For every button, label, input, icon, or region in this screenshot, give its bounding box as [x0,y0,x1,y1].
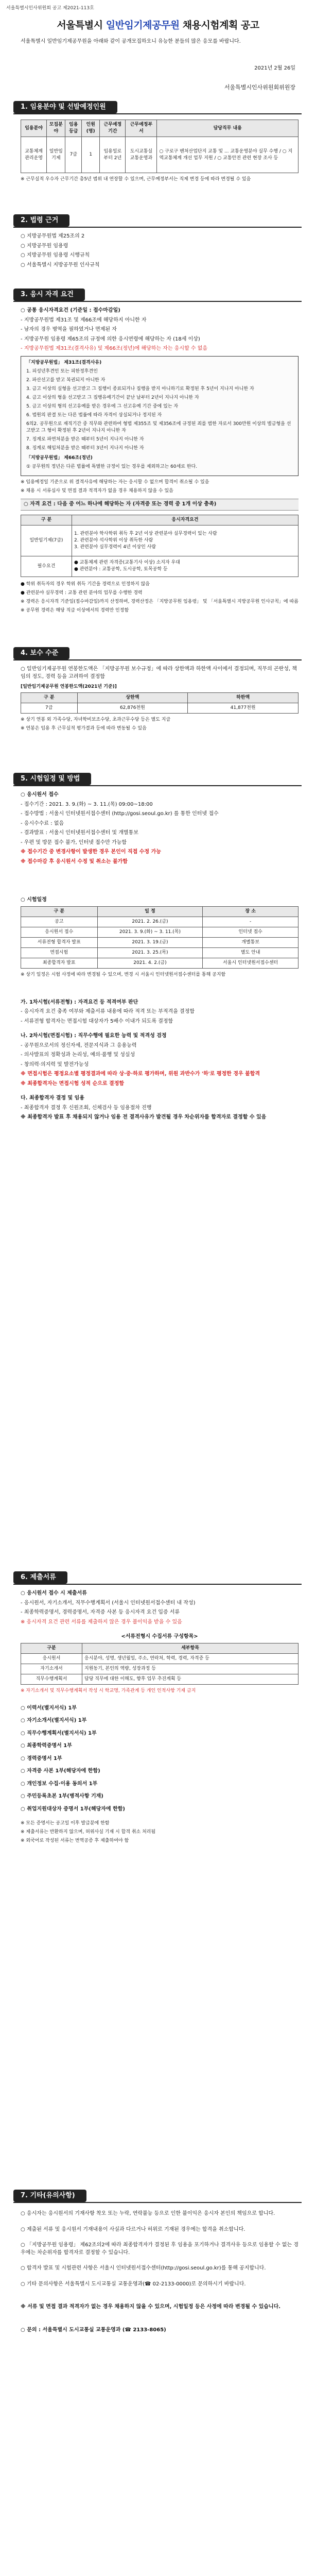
document-item: ○ 최종학력증명서 1부 [21,1743,72,1749]
title-suffix: 채용시험계획 공고 [179,20,259,31]
list-item: - 최종학력증명서, 경력증명서, 자격증 사본 등 응시자격 요건 입증 서류 [21,1609,180,1615]
section-1-title: 1. 임용분야 및 선발예정인원 [13,101,117,114]
table-header: 상한액 [77,693,188,703]
table-header: 구분 [21,1643,82,1653]
note: ※ 채용 시 서류심사 및 면접 결과 적격자가 없을 경우 채용하지 않을 수 있음 [21,488,173,494]
list-item: - 의사발표의 정확성과 논리성, 예의·품행 및 성실성 [21,1052,135,1058]
list-item: - 응시원서, 자기소개서, 직무수행계획서 (서울시 인터넷원서접수센터 내 작성) [21,1600,196,1606]
table-header: 근무예정기간 [100,120,126,137]
box-title: 「지방공무원법」 제31조(결격사유) [26,360,102,365]
qualification-table [21,515,299,577]
step-title: 다. 최종합격자 결정 및 임용 [21,1095,84,1101]
red-note: - 지방공무원법 제31조(결격사유) 및 제66조(정년)에 해당하는 자는 응시할 수 없음 [21,346,208,351]
table-cell: 7급 [65,137,82,173]
collected-items-table [21,1643,299,1685]
list-item: - 응시자격 요건 충족 여부와 제출서류 내용에 따라 적격 또는 부적격을 결정함 [21,1009,195,1015]
notice-number: 서울특별시인사위원회 공고 제2021-113호 [6,6,94,11]
table-header: 세부항목 [82,1643,299,1653]
table-cell: 자기소개서 [21,1664,82,1674]
list-item: - 접수기간 : 2021. 3. 9.(화) ~ 3. 11.(목) 09:00~18:00 [21,801,153,807]
note: ※ 공무원 경력은 해당 직급 이상에서의 경력만 인정함 [21,607,129,613]
list-item: ○ 지방공무원 임용령 시행규칙 [21,252,90,258]
note: ※ 모든 증명서는 공고일 이후 발급분에 한함 [21,1821,110,1826]
document-item: ○ 자격증 사본 1부(해당자에 한함) [21,1768,100,1774]
red-note: ※ 응시자격 요건 관련 서류를 제출하지 않은 경우 불이익을 받을 수 있음 [21,1619,182,1625]
disqualification-box [21,356,299,477]
note: ※ 제출서류는 반환하지 않으며, 허위사실 기재 시 합격 취소 처리됨 [21,1829,156,1835]
note: ※ 외국어로 작성된 서류는 번역공증 후 제출하여야 함 [21,1838,129,1844]
document-item: ○ 취업지원대상자 증명서 1부(해당자에 한함) [21,1806,125,1812]
list-item: - 남자의 경우 병역을 필하였거나 면제된 자 [21,327,117,332]
table-caption: <서류전형시 수집서류 구성항목> [121,1634,198,1639]
table-header: 인원(명) [82,120,100,137]
table-cell: 62,876천원 [77,703,188,714]
table-header: 임용등급 [65,120,82,137]
qualification-block [21,307,299,616]
box-line: 4. 금고 이상의 형을 선고받고 그 집행유예기간이 끝난 날부터 2년이 지나지 아니한 자 [26,395,199,400]
box-line: 6. 법원의 판결 또는 다른 법률에 따라 자격이 상실되거나 정지된 자 [26,412,162,418]
table-header: 구 분 [21,515,72,525]
document-item: ○ 개인정보 수집·이용 동의서 1부 [21,1781,98,1787]
document-item: ○ 이력서(별지서식) 1부 [21,1705,77,1711]
section-7-title: 7. 기타(유의사항) [13,2190,86,2202]
table-cell: ○ 구로구 벤처산업단지 교통 및 ... 교통운영분야 실무 수행 / ○ 지역교통체계 개선 업무 지원 / ○ 교통안전 관련 현장 조사 등 [157,137,299,173]
documents-intro: ○ 응시원서 접수 시 제출서류 [21,1590,87,1596]
list-item: - 최종합격자 결정 후 신원조회, 신체검사 등 임용절차 진행 [21,1105,152,1111]
table-cell: 서울시 인터넷원서접수센터 [203,958,299,968]
table-cell: - [203,917,299,927]
table-header: 구 분 [21,906,98,917]
list-item: ○ 서울특별시 지방공무원 인사규칙 [21,262,100,268]
table-cell: 1. 관련분야 학사학위 취득 후 2년 이상 관련분야 실무경력이 있는 사람 2. 관련분야 석사학위 이상 취득한 사람 3. 관련분야 실무경력이 4년 이상인 사람 [72,525,299,556]
box-line: 8. 징계로 해임처분을 받은 때부터 3년이 지나지 아니한 자 [26,445,144,451]
red-note: ※ 최종합격자는 면접시험 성적 순으로 결정함 [21,1080,125,1087]
list-item: ○ 지방공무원법 제25조의 2 [21,233,85,239]
table-cell: 2021. 3. 9.(화) ~ 3. 11.(목) [97,927,203,937]
salary-line: ○ 일반임기제공무원 연봉한도액은 「지방공무원 보수규정」에 따라 상한액과 하한액 사이에서 결정되며, 직무의 곤란성, 책임의 정도, 경력 등을 고려하여 결정함 [21,666,297,680]
document-item: ○ 자기소개서(별지서식) 1부 [21,1718,87,1724]
notice-item: ○ 기타 문의사항은 서울특별시 도시교통실 교통운영과(☎ 02-2133-0000)로 문의하시기 바랍니다. [21,2281,246,2287]
note: ※ 상기 일정은 시험 사정에 따라 변경될 수 있으며, 변경 시 서울시 인터넷원서접수센터를 통해 공지함 [21,972,226,977]
note: ● 학위 취득자의 경우 학위 취득 기간을 경력으로 인정하지 않음 [21,581,150,587]
table-cell: 2021. 3. 25.(목) [97,947,203,958]
table-cell: 공고 [21,917,98,927]
document-title [0,19,316,33]
table-cell: 직무수행계획서 [21,1674,82,1684]
section-2-heading [13,214,69,227]
table-cell: 41,877천원 [188,703,299,714]
table-cell: 지원동기, 본인의 역량, 성장과정 등 [82,1664,299,1674]
notices-block [21,2210,299,2336]
table-cell: 담당 직무에 대한 이해도, 향후 업무 추진계획 등 [82,1674,299,1684]
title-prefix: 서울특별시 [57,20,106,31]
table-cell: 별도 안내 [203,947,299,958]
list-item: ○ 지방공무원 임용령 [21,243,68,249]
note: ※ 자기소개서 및 직무수행계획서 작성 시 학교명, 가족관계 등 개인 인적사항 기재 금지 [21,1688,196,1693]
section-2-title: 2. 법령 근거 [13,214,69,227]
box-line: 3. 금고 이상의 실형을 선고받고 그 집행이 종료되거나 집행을 받지 아니하기로 확정된 후 5년이 지나지 아니한 자 [26,386,254,392]
table-cell: 임용일로부터 2년 [100,137,126,173]
bold-note: ※ 최종합격자 발표 후 채용되지 않거나 임용 전 결격사유가 발견될 경우 차순위자를 합격자로 결정할 수 있음 [21,1114,267,1121]
list-item: - 지방공무원법 제31조 및 제66조에 해당하지 아니한 자 [21,317,147,323]
section-4-heading [13,647,69,659]
table-caption: [일반임기제공무원 연봉한도액(2021년 기준)] [21,684,117,689]
box-line: 7. 징계로 파면처분을 받은 때부터 5년이 지나지 아니한 자 [26,436,144,442]
table-cell: 서류전형 합격자 발표 [21,937,98,947]
table-cell: 교통체계관리운영 [21,137,47,173]
red-note: ※ 접수기간 중 변경사항이 발생한 경우 본인이 직접 수정 가능 [21,849,161,855]
table-cell: ● 교통체계 관련 자격증(교통기사 이상) 소지자 우대 ● 관련분야 : 교통공학, 도시공학, 토목공학 등 [72,556,299,577]
table-cell: 최종합격자 발표 [21,958,98,968]
list-item: - 창의력·의지력 및 발전가능성 [21,1061,89,1067]
document-item: ○ 직무수행계획서(별지서식) 1부 [21,1730,97,1736]
lead-paragraph: 서울특별시 일반임기제공무원을 아래와 같이 공개모집하오니 유능한 분들의 많은 응모를 바랍니다. [21,39,241,44]
box-line: 1. 피성년후견인 또는 피한정후견인 [26,368,98,374]
recruitment-table-block [21,120,299,185]
emphasis-bar: ○ 자격 요건 : 다음 중 어느 하나에 해당하는 자 (자격증 또는 경력 중 1개 이상 충족) [21,499,299,511]
legal-basis-list [21,233,299,271]
table-header: 임용분야 [21,120,47,137]
red-note: ※ 접수마감 후 응시원서 수정 및 취소는 불가함 [21,858,128,865]
table-header: 하한액 [188,693,299,703]
salary-block [21,666,299,734]
table-cell: 인터넷 접수 [203,927,299,937]
table-cell: 일반임기제(7급) [21,525,72,556]
list-item: - 지방공무원 임용령 제65조의 규정에 의한 응시연령에 해당하는 자 (18세 이상) [21,336,200,342]
section-6-heading [13,1571,67,1584]
qualification-intro: ○ 공통 응시자격요건 (기준일 : 접수마감일) [21,308,120,313]
title-highlight: 일반임기제공무원 [106,20,180,31]
table-header: 응시자격요건 [72,515,299,525]
table-cell: 개별통보 [203,937,299,947]
notice-item: ○ 제출된 서류 및 응시원서 기재내용이 사실과 다르거나 허위로 기재된 경우에는 합격을 취소합니다. [21,2226,245,2232]
table-note: ※ 근무실적 우수자 근무기간 총5년 범위 내 연장할 수 있으며, 근무예정부서는 직제 변경 등에 따라 변경될 수 있음 [21,177,251,182]
document-item: ○ 주민등록초본 1부(병적사항 기재) [21,1793,103,1800]
table-header: 일 정 [97,906,203,917]
box-line: 6의2. 공무원으로 재직기간 중 직무와 관련하여 형법 제355조 및 제356조에 규정된 죄를 범한 자로서 300만원 이상의 벌금형을 선고받고 그 형이 확정된 후 2년이 지나지 아니한 자 [26,421,291,433]
box-line: ① 공무원의 정년은 다른 법률에 특별한 규정이 있는 경우를 제외하고는 60세로 한다. [26,464,198,470]
table-header: 모집분야 [47,120,65,137]
section-7-heading [13,2190,86,2202]
notice-item: ○ 합격자 발표 및 시험관련 사항은 서울시 인터넷원서접수센터(http://gosi.seoul.go.kr)를 통해 공지합니다. [21,2265,266,2271]
note: ※ 임용예정일 기준으로 위 결격사유에 해당하는 자는 응시할 수 없으며 합격이 취소될 수 있음 [21,480,209,485]
notice-item: ○ 「지방공무원 임용령」 제62조의2에 따라 최종합격자가 결정된 후 임용을 포기하거나 결격사유 등으로 임용할 수 없는 경우에는 차순위자를 합격자로 결정할 수 있습니다. [21,2242,299,2256]
application-intro: ○ 응시원서 접수 [21,792,59,798]
note: ※ 경력은 응시자격 기준일(접수마감일)까지 산정하며, 경력산정은 「지방공무원 임용령」 및 「서울특별시 지방공무원 인사규칙」에 따름 [21,599,299,604]
list-item: - 결과발표 : 서울시 인터넷원서접수센터 및 개별통보 [21,830,138,836]
table-cell: 응시원서 [21,1653,82,1664]
table-cell: 2021. 4. 2.(금) [97,958,203,968]
list-item: - 서류전형 합격자는 면접시험 대상자가 5배수 이내가 되도록 결정함 [21,1018,173,1024]
document-item: ○ 경력증명서 1부 [21,1755,62,1761]
recruitment-table [21,120,299,173]
section-5-title: 5. 시험일정 및 방법 [13,773,91,786]
list-item: - 우편 및 방문 접수 불가, 인터넷 접수만 가능함 [21,839,127,845]
step-title: 나. 2차시험(면접시험) : 직무수행에 필요한 능력 및 적격성 검정 [21,1033,167,1039]
box-line: 2. 파산선고를 받고 복권되지 아니한 자 [26,377,106,383]
table-cell: 필수요건 [21,556,72,577]
note: ● 관련분야 실무경력 : 교통 관련 분야의 업무를 수행한 경력 [21,590,143,596]
section-3-heading [13,289,85,301]
table-cell: 응시원서 접수 [21,927,98,937]
section-6-title: 6. 제출서류 [13,1571,67,1584]
schedule-block [21,791,299,1124]
red-note: ※ 면접시험은 평정요소별 평정결과에 따라 상·중·하로 평가하며, 위원 과반수가 '하'로 평정한 경우 불합격 [21,1071,260,1077]
list-item: - 응시수수료 : 없음 [21,820,64,826]
note: ※ 상기 연봉 외 가족수당, 자녀학비보조수당, 초과근무수당 등은 별도 지급 [21,717,171,723]
list-item: - 접수방법 : 서울시 인터넷원서접수센터 (http://gosi.seoul.go.kr) 를 통한 인터넷 접수 [21,811,219,817]
table-header: 담당직무 내용 [157,120,299,137]
table-header: 근무예정부서 [126,120,157,137]
table-cell: 7급 [21,703,78,714]
table-cell: 일반임기제 [47,137,65,173]
table-cell: 응시분야, 성명, 생년월일, 주소, 연락처, 학력, 경력, 자격증 등 [82,1653,299,1664]
table-cell: 2021. 2. 26.(금) [97,917,203,927]
section-1-heading [13,101,117,113]
box-line: 5. 금고 이상의 형의 선고유예를 받은 경우에 그 선고유예 기간 중에 있는 자 [26,403,179,409]
section-4-title: 4. 보수 수준 [13,647,69,660]
issuing-organization: 서울특별시인사위원회위원장 [224,84,295,91]
schedule-table [21,906,299,969]
table-header: 구 분 [21,693,78,703]
list-item: - 공무원으로서의 정신자세, 전문지식과 그 응용능력 [21,1042,137,1048]
notice-item: ○ 응시자는 응시원서의 기재사항 착오 또는 누락, 연락불능 등으로 인한 불이익은 응시자 본인의 책임으로 합니다. [21,2211,275,2216]
box-title: 「지방공무원법」 제66조(정년) [26,455,93,461]
table-cell: 도시교통실 교통운영과 [126,137,157,173]
section-5-heading [13,773,91,785]
contact-line: ○ 문의 : 서울특별시 도시교통실 교통운영과 (☎ 2133-8065) [21,2327,166,2333]
table-cell: 1 [82,137,100,173]
table-cell: 2021. 3. 19.(금) [97,937,203,947]
note: ※ 연봉은 임용 후 근무실적 평가결과 등에 따라 변동될 수 있음 [21,726,147,732]
bold-note: ※ 서류 및 면접 결과 적격자가 없는 경우 채용하지 않을 수 있으며, 시험일정 등은 사정에 따라 변경될 수 있습니다. [21,2304,281,2310]
announcement-date: 2021년 2월 26일 [254,65,295,71]
section-3-title: 3. 응시 자격 요건 [13,289,85,301]
schedule-title: ○ 시험일정 [21,897,47,903]
salary-table [21,692,299,714]
table-header: 장 소 [203,906,299,917]
step-title: 가. 1차시험(서류전형) : 자격요건 등 적격여부 판단 [21,999,138,1005]
documents-block [21,1590,299,1846]
table-cell: 면접시험 [21,947,98,958]
